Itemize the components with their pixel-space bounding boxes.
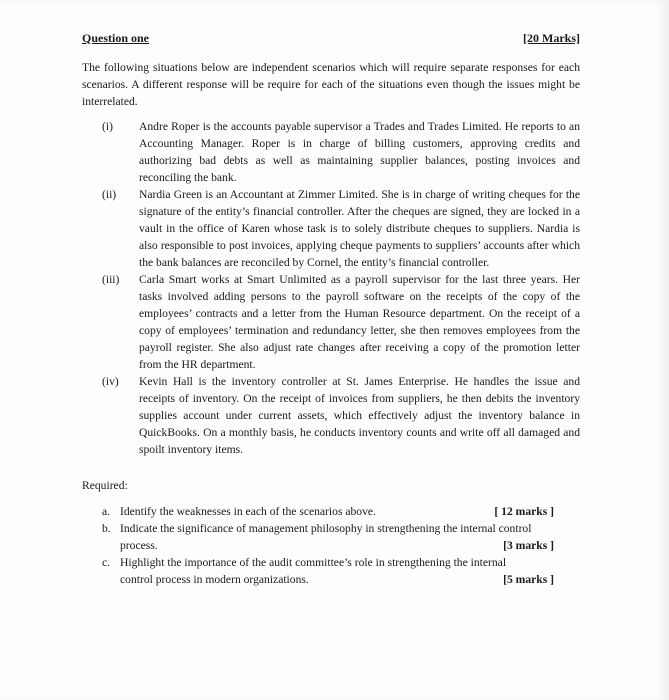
scenario-item bbox=[82, 186, 580, 271]
requirement-line bbox=[120, 571, 580, 588]
requirement-line bbox=[120, 537, 580, 554]
requirement-body bbox=[120, 520, 580, 554]
scenario-text: Nardia Green is an Accountant at Zimmer Limited. She is in charge of writing cheques for the signature of the entity’s financial controller. After the cheques are signed, they are locked in a vault in the office of Karen whose task is to solely distribute cheques to suppliers. Nardia is also responsible to post invoices, applying cheque payments to suppliers’ accounts after which the bank balances are reconciled by Cornel, the entity’s financial controller. bbox=[139, 188, 580, 269]
scenario-text: Carla Smart works at Smart Unlimited as a payroll supervisor for the last three years. Her tasks involved adding persons to the payroll software on the receipts of the copy of the employees’ contracts and a letter from the Human Resource department. On the receipt of a copy of employees’ termination and redundancy letter, she then removes employees from the payroll register. She also adjust rate changes after receiving a copy of the promotion letter from the HR department. bbox=[139, 273, 580, 371]
requirement-item bbox=[82, 520, 580, 554]
question-title: Question one bbox=[82, 31, 150, 45]
requirement-text-continued: control process in modern organizations. bbox=[120, 573, 309, 586]
question-marks: [20 Marks] bbox=[523, 31, 580, 45]
requirement-text: Identify the weaknesses in each of the scenarios above. bbox=[120, 505, 376, 518]
requirement-list bbox=[82, 503, 580, 588]
requirement-text: Highlight the importance of the audit committee’s role in strengthening the internal bbox=[120, 556, 507, 569]
requirement-letter: c. bbox=[102, 556, 111, 569]
required-label: Required: bbox=[82, 479, 128, 492]
scenario-number: (ii) bbox=[102, 188, 117, 201]
scenario-item bbox=[82, 373, 580, 458]
requirement-text-continued: process. bbox=[120, 539, 158, 552]
requirement-item bbox=[82, 554, 580, 588]
scenario-number: (iii) bbox=[102, 273, 120, 286]
requirement-marks: [3 marks ] bbox=[503, 539, 554, 552]
question-header bbox=[82, 30, 580, 47]
requirement-body bbox=[120, 554, 580, 588]
scenario-item bbox=[82, 118, 580, 186]
scenario-number: (iv) bbox=[102, 375, 119, 388]
scenario-list bbox=[82, 118, 580, 458]
requirement-marks: [5 marks ] bbox=[503, 573, 554, 586]
scenario-text: Kevin Hall is the inventory controller at St. James Enterprise. He handles the issue and receipts of inventory. On the receipt of invoices from suppliers, he then debits the inventory supplies account under current assets, which effectively adjust the inventory balance in QuickBooks. On a monthly basis, he conducts inventory counts and write off all damaged and spoilt inventory items. bbox=[139, 375, 580, 456]
scenario-item bbox=[82, 271, 580, 373]
requirement-item bbox=[82, 503, 580, 520]
requirement-body bbox=[120, 503, 580, 520]
requirement-marks: [ 12 marks ] bbox=[494, 505, 554, 518]
scenario-number: (i) bbox=[102, 120, 113, 133]
scenario-text: Andre Roper is the accounts payable supervisor a Trades and Trades Limited. He reports to an Accounting Manager. Roper is in charge of billing customers, approving credits and authorizing bad debts as well as maintaining supplier balances, posting invoices and reconciling the bank. bbox=[139, 120, 580, 184]
requirement-line bbox=[120, 503, 580, 520]
intro-paragraph: The following situations below are independent scenarios which will require separate responses for each scenarios. A different response will be require for each of the situations even though the issues might be interrelated. bbox=[82, 61, 580, 108]
requirement-text: Indicate the significance of management philosophy in strengthening the internal control bbox=[120, 522, 532, 535]
requirement-letter: a. bbox=[102, 505, 111, 518]
requirement-letter: b. bbox=[102, 522, 111, 535]
question-content bbox=[82, 30, 580, 588]
